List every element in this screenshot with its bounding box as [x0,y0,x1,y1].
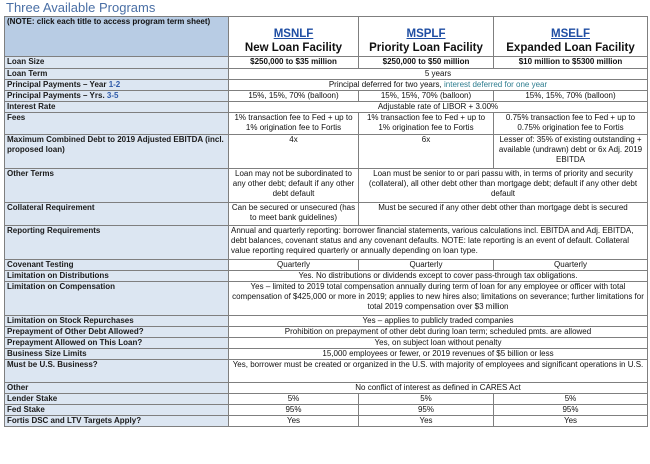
collateral-msnlf: Can be secured or unsecured (has to meet bank guidelines) [229,203,359,226]
prepayment-other-debt-label: Prepayment of Other Debt Allowed? [5,327,229,338]
row-principal-yrs-3-5 [5,91,648,102]
row-business-size [5,349,648,360]
row-loan-size [5,57,648,69]
fed-stake-mself: 95% [494,405,648,416]
row-prepayment-other-debt [5,327,648,338]
programs-table [4,16,648,427]
other-terms-label: Other Terms [5,169,229,203]
max-combined-debt-label: Maximum Combined Debt to 2019 Adjusted EBITDA (incl. proposed loan) [5,135,229,169]
row-other-terms [5,169,648,203]
loan-size-msnlf: $250,000 to $35 million [229,57,359,69]
collateral-msplf-mself: Must be secured if any other debt other than mortgage debt is secured [359,203,648,226]
max-combined-debt-msnlf: 4x [229,135,359,169]
row-lender-stake [5,394,648,405]
header-row [5,17,648,57]
fortis-dsc-label: Fortis DSC and LTV Targets Apply? [5,416,229,427]
header-msnlf [229,17,359,57]
row-distributions [5,271,648,282]
row-reporting [5,226,648,260]
mself-title-link[interactable]: MSELF [551,28,590,40]
prepayment-other-debt-value: Prohibition on prepayment of other debt during loan term; scheduled pmts. are allowed [229,327,648,338]
row-prepayment-this-loan [5,338,648,349]
loan-term-value: 5 years [229,69,648,80]
us-business-label: Must be U.S. Business? [5,360,229,383]
row-covenant-testing [5,260,648,271]
prepayment-this-loan-label: Prepayment Allowed on This Loan? [5,338,229,349]
msnlf-title-link[interactable]: MSNLF [273,28,314,40]
mself-facility-name: Expanded Loan Facility [506,42,635,54]
fees-msplf: 1% transaction fee to Fed + up to 1% origination fee to Fortis [359,113,494,135]
max-combined-debt-mself: Lesser of: 35% of existing outstanding + available (undrawn) debt or 6x Adj. 2019 EBITDA [494,135,648,169]
lender-stake-label: Lender Stake [5,394,229,405]
loan-size-mself: $10 million to $5300 million [494,57,648,69]
interest-rate-value: Adjustable rate of LIBOR + 3.00% [229,102,648,113]
principal-year-1-2-label [5,80,229,91]
row-compensation [5,282,648,316]
max-combined-debt-msplf: 6x [359,135,494,169]
loan-size-label: Loan Size [5,57,229,69]
fortis-dsc-msnlf: Yes [229,416,359,427]
fed-stake-msplf: 95% [359,405,494,416]
prepayment-this-loan-value: Yes, on subject loan without penalty [229,338,648,349]
header-mself [494,17,648,57]
msnlf-facility-name: New Loan Facility [244,42,343,54]
row-interest-rate [5,102,648,113]
principal-deferral-text: Principal deferred for two years, [328,80,444,89]
fees-msnlf: 1% transaction fee to Fed + up to 1% origination fee to Fortis [229,113,359,135]
fees-mself: 0.75% transaction fee to Fed + up to 0.75% origination fee to Fortis [494,113,648,135]
interest-rate-label: Interest Rate [5,102,229,113]
us-business-value: Yes, borrower must be created or organized in the U.S. with majority of employees and significant operations in U.S. [229,360,648,383]
row-fees [5,113,648,135]
principal-year-1-2-value [229,80,648,91]
interest-deferral-text: interest deferred for one year [444,80,548,89]
principal-yrs-3-5-mself: 15%, 15%, 70% (balloon) [494,91,648,102]
loan-size-msplf: $250,000 to $50 million [359,57,494,69]
covenant-testing-msnlf: Quarterly [229,260,359,271]
other-value: No conflict of interest as defined in CARES Act [229,383,648,394]
fed-stake-msnlf: 95% [229,405,359,416]
fortis-dsc-msplf: Yes [359,416,494,427]
covenant-testing-label: Covenant Testing [5,260,229,271]
fed-stake-label: Fed Stake [5,405,229,416]
principal-yrs-3-5-label-years: 3-5 [106,91,119,100]
row-loan-term [5,69,648,80]
compensation-label: Limitation on Compensation [5,282,229,316]
other-label: Other [5,383,229,394]
fortis-dsc-mself: Yes [494,416,648,427]
principal-yrs-3-5-label [5,91,229,102]
row-max-combined-debt [5,135,648,169]
lender-stake-msnlf: 5% [229,394,359,405]
business-size-value: 15,000 employees or fewer, or 2019 revenues of $5 billion or less [229,349,648,360]
row-fed-stake [5,405,648,416]
header-note: (NOTE: click each title to access program term sheet) [5,17,229,57]
covenant-testing-mself: Quarterly [494,260,648,271]
header-msplf [359,17,494,57]
distributions-label: Limitation on Distributions [5,271,229,282]
row-principal-year-1-2 [5,80,648,91]
distributions-value: Yes. No distributions or dividends except to cover pass-through tax obligations. [229,271,648,282]
business-size-label: Business Size Limits [5,349,229,360]
principal-yrs-3-5-msnlf: 15%, 15%, 70% (balloon) [229,91,359,102]
row-collateral [5,203,648,226]
lender-stake-mself: 5% [494,394,648,405]
reporting-label: Reporting Requirements [5,226,229,260]
reporting-value: Annual and quarterly reporting: borrower financial statements, various calculations incl. EBITDA and Adj. EBITDA, debt balances, covenant status and any covenant defaults. NOTE: late reporting is an event of default. Collateral value reporting required quarterly or annually depending on loan type. [229,226,648,260]
row-us-business [5,360,648,383]
msplf-facility-name: Priority Loan Facility [369,42,483,54]
principal-yrs-3-5-msplf: 15%, 15%, 70% (balloon) [359,91,494,102]
fees-label: Fees [5,113,229,135]
principal-year-1-2-label-years: 1-2 [108,80,121,89]
stock-repurchases-value: Yes – applies to publicly traded companies [229,316,648,327]
loan-term-label: Loan Term [5,69,229,80]
lender-stake-msplf: 5% [359,394,494,405]
page-title: Three Available Programs [6,0,156,15]
row-other [5,383,648,394]
other-terms-msplf-mself: Loan must be senior to or pari passu with, in terms of priority and security (collateral), all other debt other than mortgage debt; default if any other debt default [359,169,648,203]
row-fortis-dsc [5,416,648,427]
covenant-testing-msplf: Quarterly [359,260,494,271]
row-stock-repurchases [5,316,648,327]
msplf-title-link[interactable]: MSPLF [406,28,446,40]
other-terms-msnlf: Loan may not be subordinated to any other debt; default if any other debt default [229,169,359,203]
stock-repurchases-label: Limitation on Stock Repurchases [5,316,229,327]
collateral-label: Collateral Requirement [5,203,229,226]
principal-yrs-3-5-label-text: Principal Payments – Yrs. [7,91,107,100]
principal-year-1-2-label-text: Principal Payments – Year [7,80,109,89]
compensation-value: Yes – limited to 2019 total compensation annually during term of loan for any employee or officer with total compensation of $425,000 or more in 2019; applies to new hires also; limitations on severance; further limitations for total 2019 compensation over $3 million [229,282,648,316]
